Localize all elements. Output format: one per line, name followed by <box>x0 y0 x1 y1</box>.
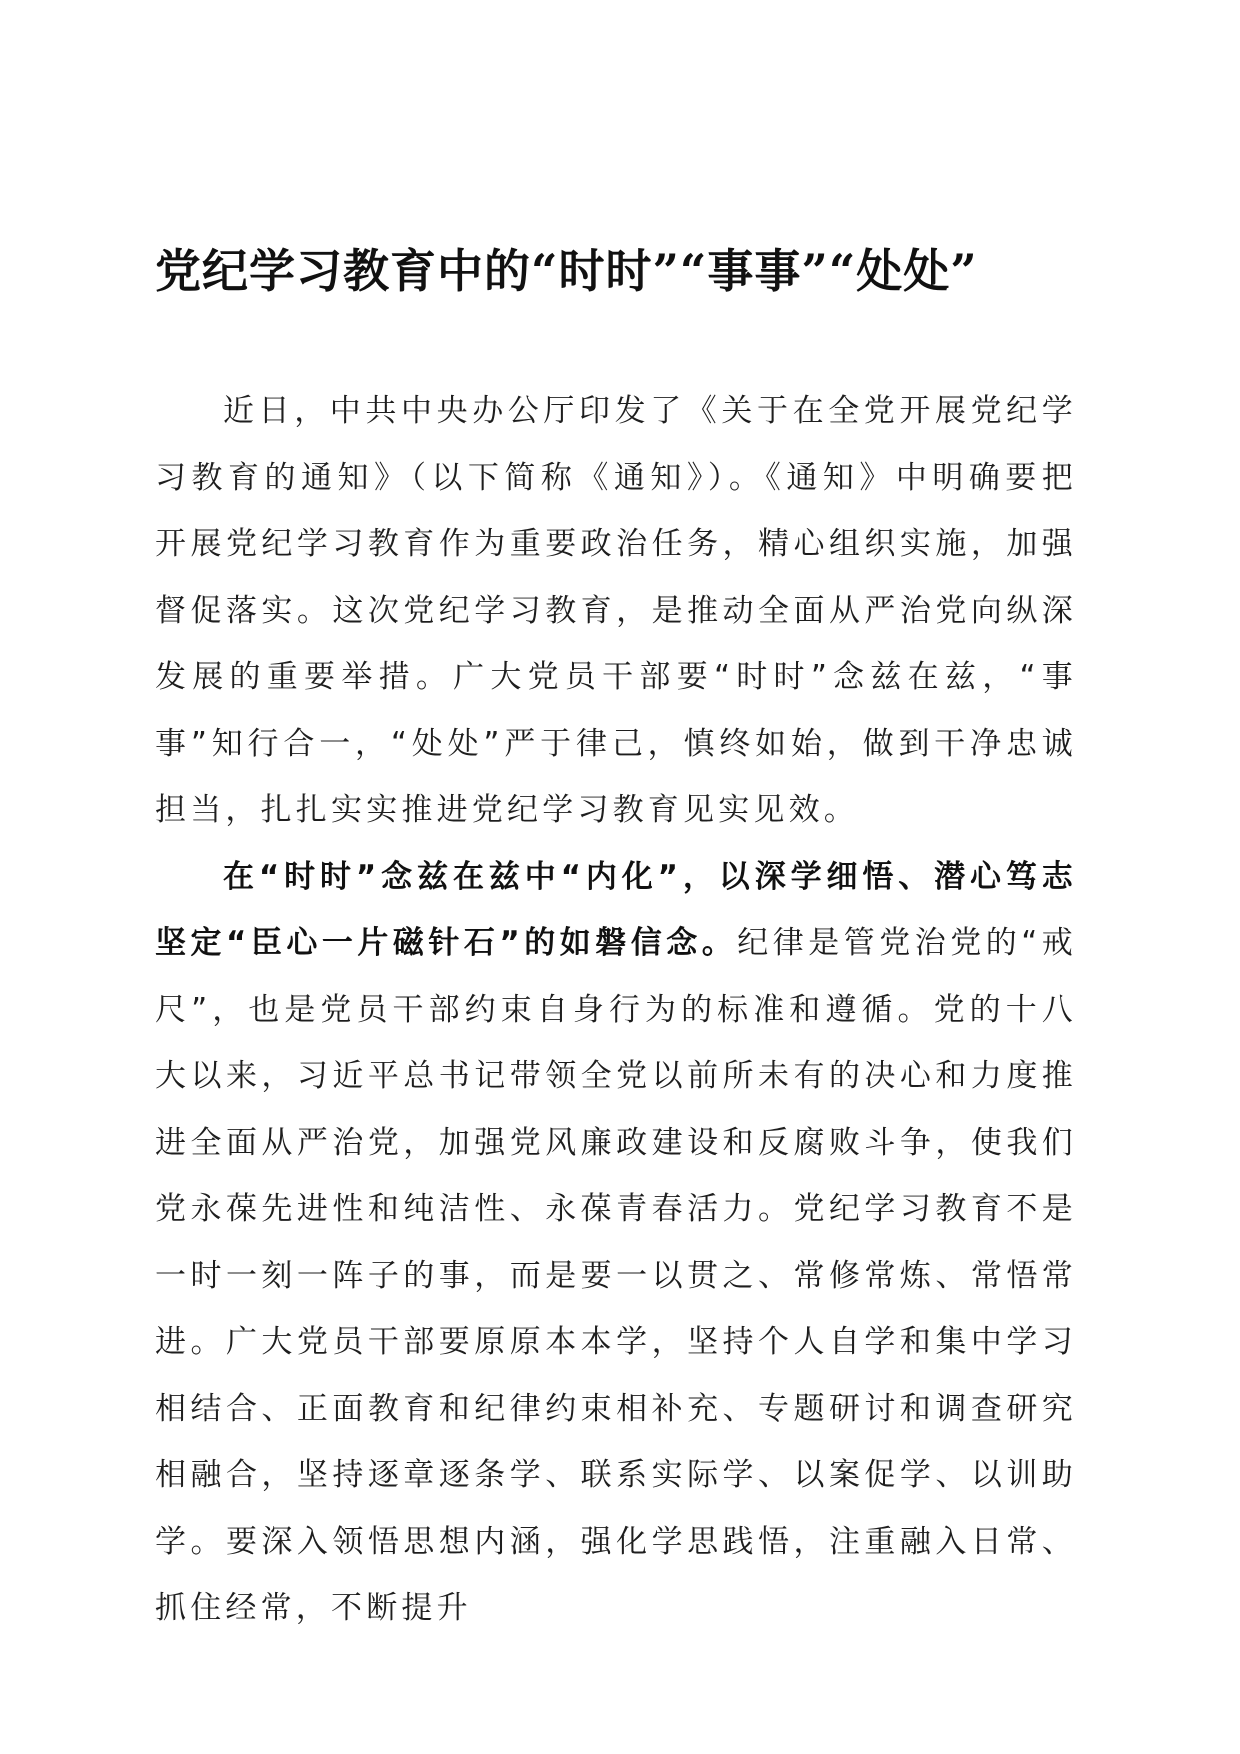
document-title: 党纪学习教育中的“时时”“事事”“处处” <box>155 244 978 298</box>
paragraph-2-lead: 在“时时”念兹在兹中“内化”，以深学细悟、潜心笃志坚定“臣心一片磁针石”的如磐信念。 <box>155 858 1077 961</box>
paragraph-1 <box>155 378 1077 844</box>
document-body <box>155 378 1077 1642</box>
paragraph-1-text: 近日，中共中央办公厅印发了《关于在全党开展党纪学习教育的通知》（以下简称《通知》）。《通知》中明确要把开展党纪学习教育作为重要政治任务，精心组织实施，加强督促落实。这次党纪学习教育，是推动全面从严治党向纵深发展的重要举措。广大党员干部要“时时”念兹在兹，“事事”知行合一，“处处”严于律己，慎终如始，做到干净忠诚担当，扎扎实实推进党纪学习教育见实见效。 <box>155 393 1077 828</box>
paragraph-2-text: 纪律是管党治党的“戒尺”，也是党员干部约束自身行为的标准和遵循。党的十八大以来，习近平总书记带领全党以前所未有的决心和力度推进全面从严治党，加强党风廉政建设和反腐败斗争，使我们党永葆先进性和纯洁性、永葆青春活力。党纪学习教育不是一时一刻一阵子的事，而是要一以贯之、常修常炼、常悟常进。广大党员干部要原原本本学，坚持个人自学和集中学习相结合、正面教育和纪律约束相补充、专题研讨和调查研究相融合，坚持逐章逐条学、联系实际学、以案促学、以训助学。要深入领悟思想内涵，强化学思践悟，注重融入日常、抓住经常，不断提升 <box>155 925 1077 1626</box>
paragraph-2 <box>155 844 1077 1642</box>
